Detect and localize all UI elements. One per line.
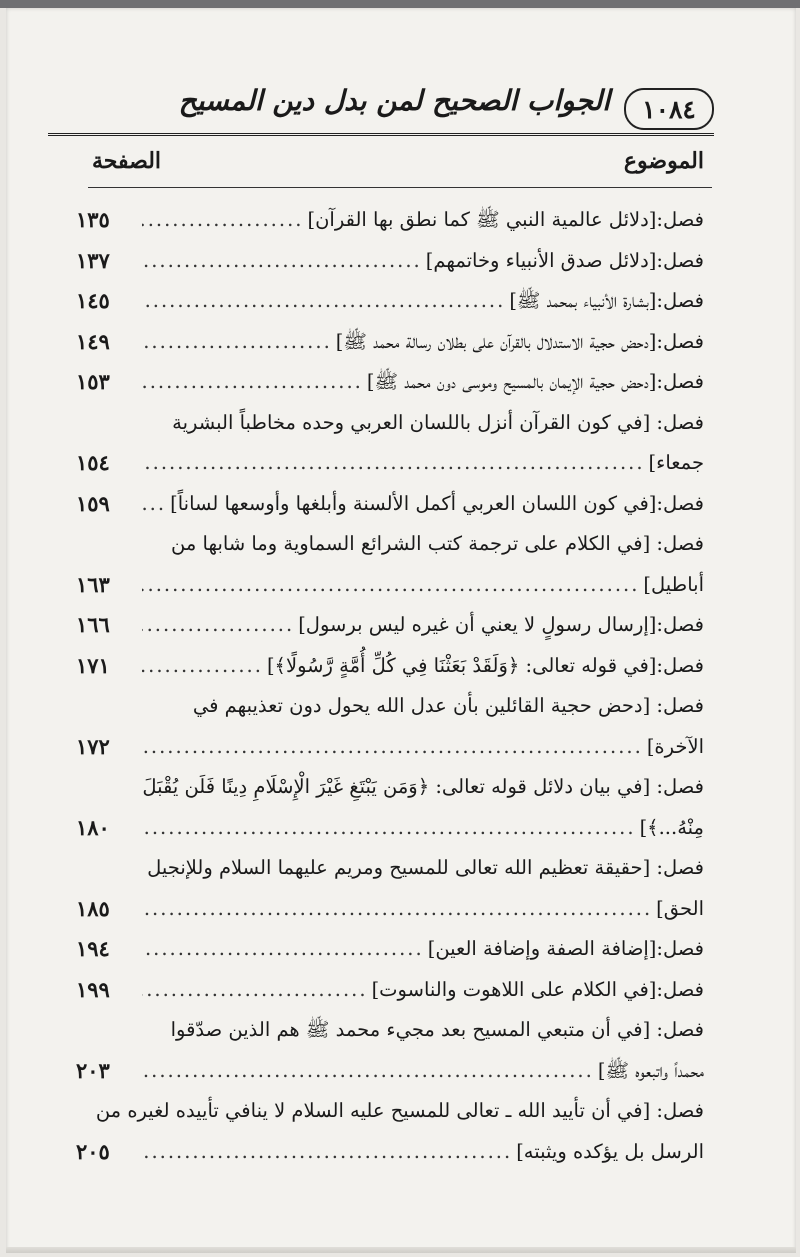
toc-entry-body xyxy=(76,322,704,363)
toc-entry-line xyxy=(142,848,704,889)
toc-entry-title: الآخرة] xyxy=(646,734,704,758)
toc-entry[interactable] xyxy=(76,686,704,767)
toc-entry-body xyxy=(76,1010,704,1091)
toc-leader-dots xyxy=(142,605,298,646)
toc-leader-dots xyxy=(142,281,509,322)
toc-entry[interactable] xyxy=(76,200,704,241)
toc-entry[interactable] xyxy=(76,605,704,646)
toc-entry-line xyxy=(142,686,704,727)
toc-entry-line xyxy=(142,1132,704,1173)
toc-entry[interactable] xyxy=(76,322,704,363)
toc-leader-dots xyxy=(142,200,307,241)
page-number-frame xyxy=(624,88,714,130)
toc-entry-title: [في أن متبعي المسيح بعد مجيء محمد ﷺ هم الذين صدّقوا xyxy=(170,1018,651,1041)
toc-entry-body xyxy=(76,605,704,646)
toc-entry-prefix: فصل: xyxy=(656,613,704,636)
toc-entry-prefix: فصل: xyxy=(656,248,704,272)
toc-leader-dots xyxy=(142,808,640,849)
toc-entry-line xyxy=(95,1091,704,1132)
toc-entry-line xyxy=(142,403,704,444)
toc-entry-title: مِنْهُ...﴾] xyxy=(639,815,704,839)
toc-entry-title: [في كون القرآن أنزل باللسان العربي وحده مخاطباً البشرية xyxy=(172,410,651,434)
toc-entry[interactable] xyxy=(76,281,704,322)
toc-entry[interactable] xyxy=(76,929,704,970)
toc-entry-line xyxy=(142,808,704,849)
toc-entry-prefix: فصل: xyxy=(650,775,704,798)
toc-entry-line xyxy=(142,524,704,565)
toc-entry-line xyxy=(142,322,704,363)
toc-entry-line xyxy=(142,767,704,808)
toc-entry-title: [دحض حجية الإيمان بالمسيح وموسى دون محمد ﷺ] xyxy=(366,370,657,393)
toc-page-number[interactable]: ٢٠٥ xyxy=(76,1138,110,1164)
toc-entry-body xyxy=(76,646,704,687)
toc-entry-body xyxy=(76,686,704,767)
page-top-edge xyxy=(0,0,800,8)
toc-page-number[interactable]: ١٤٥ xyxy=(76,288,110,313)
toc-entry-title: [حقيقة تعظيم الله تعالى للمسيح ومريم عليهما السلام وللإنجيل xyxy=(147,856,651,879)
toc-leader-dots xyxy=(142,322,336,363)
toc-entry-title: [إرسال رسولٍ لا يعني أن غيره ليس برسول] xyxy=(298,613,657,636)
toc-entry-body xyxy=(76,484,704,525)
toc-leader-dots xyxy=(142,443,649,484)
toc-entry-line xyxy=(142,646,704,687)
toc-entry[interactable] xyxy=(76,524,704,605)
toc-entry-body xyxy=(76,970,704,1011)
toc-entry-line xyxy=(142,1051,704,1092)
toc-entry-title: أباطيل] xyxy=(643,572,704,596)
toc-leader-dots xyxy=(142,646,267,687)
toc-entry-body xyxy=(76,200,704,241)
toc-entry-title: [دحض حجية القائلين بأن عدل الله يحول دون تعذيبهم في xyxy=(192,694,651,717)
toc-entry-line xyxy=(142,200,704,241)
toc-entry-prefix: فصل: xyxy=(650,694,704,717)
toc-entry-prefix: فصل: xyxy=(650,1018,704,1041)
toc-page-number[interactable]: ١٩٤ xyxy=(76,936,110,961)
toc-entry-prefix: فصل: xyxy=(656,370,704,393)
toc-entry-prefix: فصل: xyxy=(656,289,704,312)
toc-entry-prefix: فصل: xyxy=(656,208,704,231)
toc-page-number[interactable]: ١٤٩ xyxy=(76,328,110,354)
toc-entry-body xyxy=(76,362,704,403)
toc-entry-line xyxy=(142,484,704,525)
toc-entry[interactable] xyxy=(76,403,704,484)
toc-entry-line xyxy=(142,970,704,1011)
toc-page-number[interactable]: ١٦٣ xyxy=(76,571,110,597)
toc-leader-dots xyxy=(142,1051,598,1092)
toc-leader-dots xyxy=(142,241,426,282)
toc-entry[interactable] xyxy=(76,970,704,1011)
toc-entry[interactable] xyxy=(76,484,704,525)
column-header-rule xyxy=(88,187,712,188)
toc-entry-title: [في قوله تعالى: ﴿وَلَقَدْ بَعَثْنَا فِي كُلِّ أُمَّةٍ رَّسُولًا﴾] xyxy=(266,653,657,677)
toc-entry-line xyxy=(142,727,704,768)
toc-entry-line xyxy=(142,281,704,322)
toc-leader-dots xyxy=(142,929,428,970)
toc-entry-prefix: فصل: xyxy=(650,410,704,434)
toc-entry-line xyxy=(142,443,704,484)
toc-entry[interactable] xyxy=(76,1091,704,1172)
toc-entry-title: جمعاء] xyxy=(648,451,704,474)
toc-leader-dots xyxy=(142,565,643,606)
toc-entry-title: [دلائل صدق الأنبياء وخاتمهم] xyxy=(425,248,657,272)
toc-entry-prefix: فصل: xyxy=(650,856,704,879)
table-of-contents xyxy=(76,200,704,1172)
page-number: ١٠٨٤ xyxy=(642,94,696,124)
toc-entry-line xyxy=(142,241,704,282)
toc-entry-title: [في الكلام على ترجمة كتب الشرائع السماوية وما شابها من xyxy=(171,532,651,555)
toc-leader-dots xyxy=(142,970,372,1011)
toc-page-number[interactable]: ١٦٦ xyxy=(76,612,110,637)
toc-entry-line xyxy=(142,1010,704,1051)
toc-entry-title: محمداً واتبعوه ﷺ] xyxy=(597,1058,704,1082)
topic-column-header: الموضوع xyxy=(623,148,704,174)
toc-entry[interactable] xyxy=(76,767,704,848)
toc-entry[interactable] xyxy=(76,362,704,403)
toc-entry-body xyxy=(76,929,704,970)
toc-page-number[interactable]: ١٥٩ xyxy=(76,490,110,516)
toc-entry-title: [دحض حجية الاستدلال بالقرآن على بطلان رسالة محمد ﷺ] xyxy=(335,329,657,353)
toc-entry-title: الرسل بل يؤكده ويثبته] xyxy=(516,1139,704,1163)
toc-entry-body xyxy=(76,767,704,848)
toc-entry-body xyxy=(76,1091,704,1172)
toc-entry-title: [بشارة الأنبياء بمحمد ﷺ] xyxy=(509,289,657,312)
toc-entry-title: الحق] xyxy=(656,896,704,920)
toc-entry-title: [في كون اللسان العربي أكمل الألسنة وأبلغها وأوسعها لساناً] xyxy=(170,491,657,515)
toc-entry-prefix: فصل: xyxy=(650,532,704,555)
toc-entry-title: [في بيان دلائل قوله تعالى: ﴿وَمَن يَبْتَغِ غَيْرَ الْإِسْلَامِ دِينًا فَلَن يُقْبَلَ xyxy=(142,775,651,798)
toc-page-number[interactable]: ١٨٠ xyxy=(76,814,110,840)
toc-leader-dots xyxy=(142,889,656,930)
toc-leader-dots xyxy=(142,1132,516,1173)
book-title: الجواب الصحيح لمن بدل دين المسيح xyxy=(178,84,610,117)
toc-entry-body xyxy=(76,524,704,605)
toc-page-number[interactable]: ١٥٣ xyxy=(76,369,110,394)
toc-entry-body xyxy=(76,403,704,484)
toc-page-number[interactable]: ١٧٢ xyxy=(76,733,110,759)
toc-page-number[interactable]: ١٩٩ xyxy=(76,976,110,1002)
toc-entry-prefix: فصل: xyxy=(656,653,704,677)
toc-entry-body xyxy=(76,241,704,282)
toc-page-number[interactable]: ١٣٧ xyxy=(76,247,110,273)
toc-leader-dots xyxy=(142,727,647,768)
toc-entry-prefix: فصل: xyxy=(650,1099,704,1122)
toc-entry[interactable] xyxy=(76,848,704,929)
toc-entry-prefix: فصل: xyxy=(656,937,704,960)
toc-page-number[interactable]: ١٣٥ xyxy=(76,207,110,232)
toc-entry-line xyxy=(142,929,704,970)
header-rule xyxy=(48,133,714,136)
toc-entry-title: [في أن تأييد الله ـ تعالى للمسيح عليه السلام لا ينافي تأييده لغيره من xyxy=(95,1099,651,1122)
toc-page-number[interactable]: ١٧١ xyxy=(76,652,110,678)
column-headers xyxy=(92,148,704,180)
toc-entry-prefix: فصل: xyxy=(656,977,704,1001)
toc-entry-body xyxy=(76,848,704,929)
toc-entry-prefix: فصل: xyxy=(656,329,704,353)
toc-entry-line xyxy=(142,565,704,606)
toc-entry-line xyxy=(142,605,704,646)
toc-leader-dots xyxy=(142,484,170,525)
toc-page-number[interactable]: ١٨٥ xyxy=(76,895,110,921)
page-header xyxy=(48,84,714,136)
toc-entry[interactable] xyxy=(76,1010,704,1091)
toc-entry-body xyxy=(76,281,704,322)
toc-entry[interactable] xyxy=(76,646,704,687)
toc-entry-title: [دلائل عالمية النبي ﷺ كما نطق بها القرآن] xyxy=(307,208,657,231)
toc-entry-prefix: فصل: xyxy=(656,491,704,515)
toc-entry-title: [في الكلام على اللاهوت والناسوت] xyxy=(371,977,657,1001)
toc-page-number[interactable]: ٢٠٣ xyxy=(76,1057,110,1083)
toc-page-number[interactable]: ١٥٤ xyxy=(76,450,110,475)
toc-entry-title: [إضافة الصفة وإضافة العين] xyxy=(427,937,657,960)
toc-entry[interactable] xyxy=(76,241,704,282)
page-column-header: الصفحة xyxy=(92,148,162,174)
toc-entry-line xyxy=(142,889,704,930)
page-bottom-shade xyxy=(6,1247,796,1253)
toc-entry-line xyxy=(142,362,704,403)
toc-leader-dots xyxy=(142,362,367,403)
